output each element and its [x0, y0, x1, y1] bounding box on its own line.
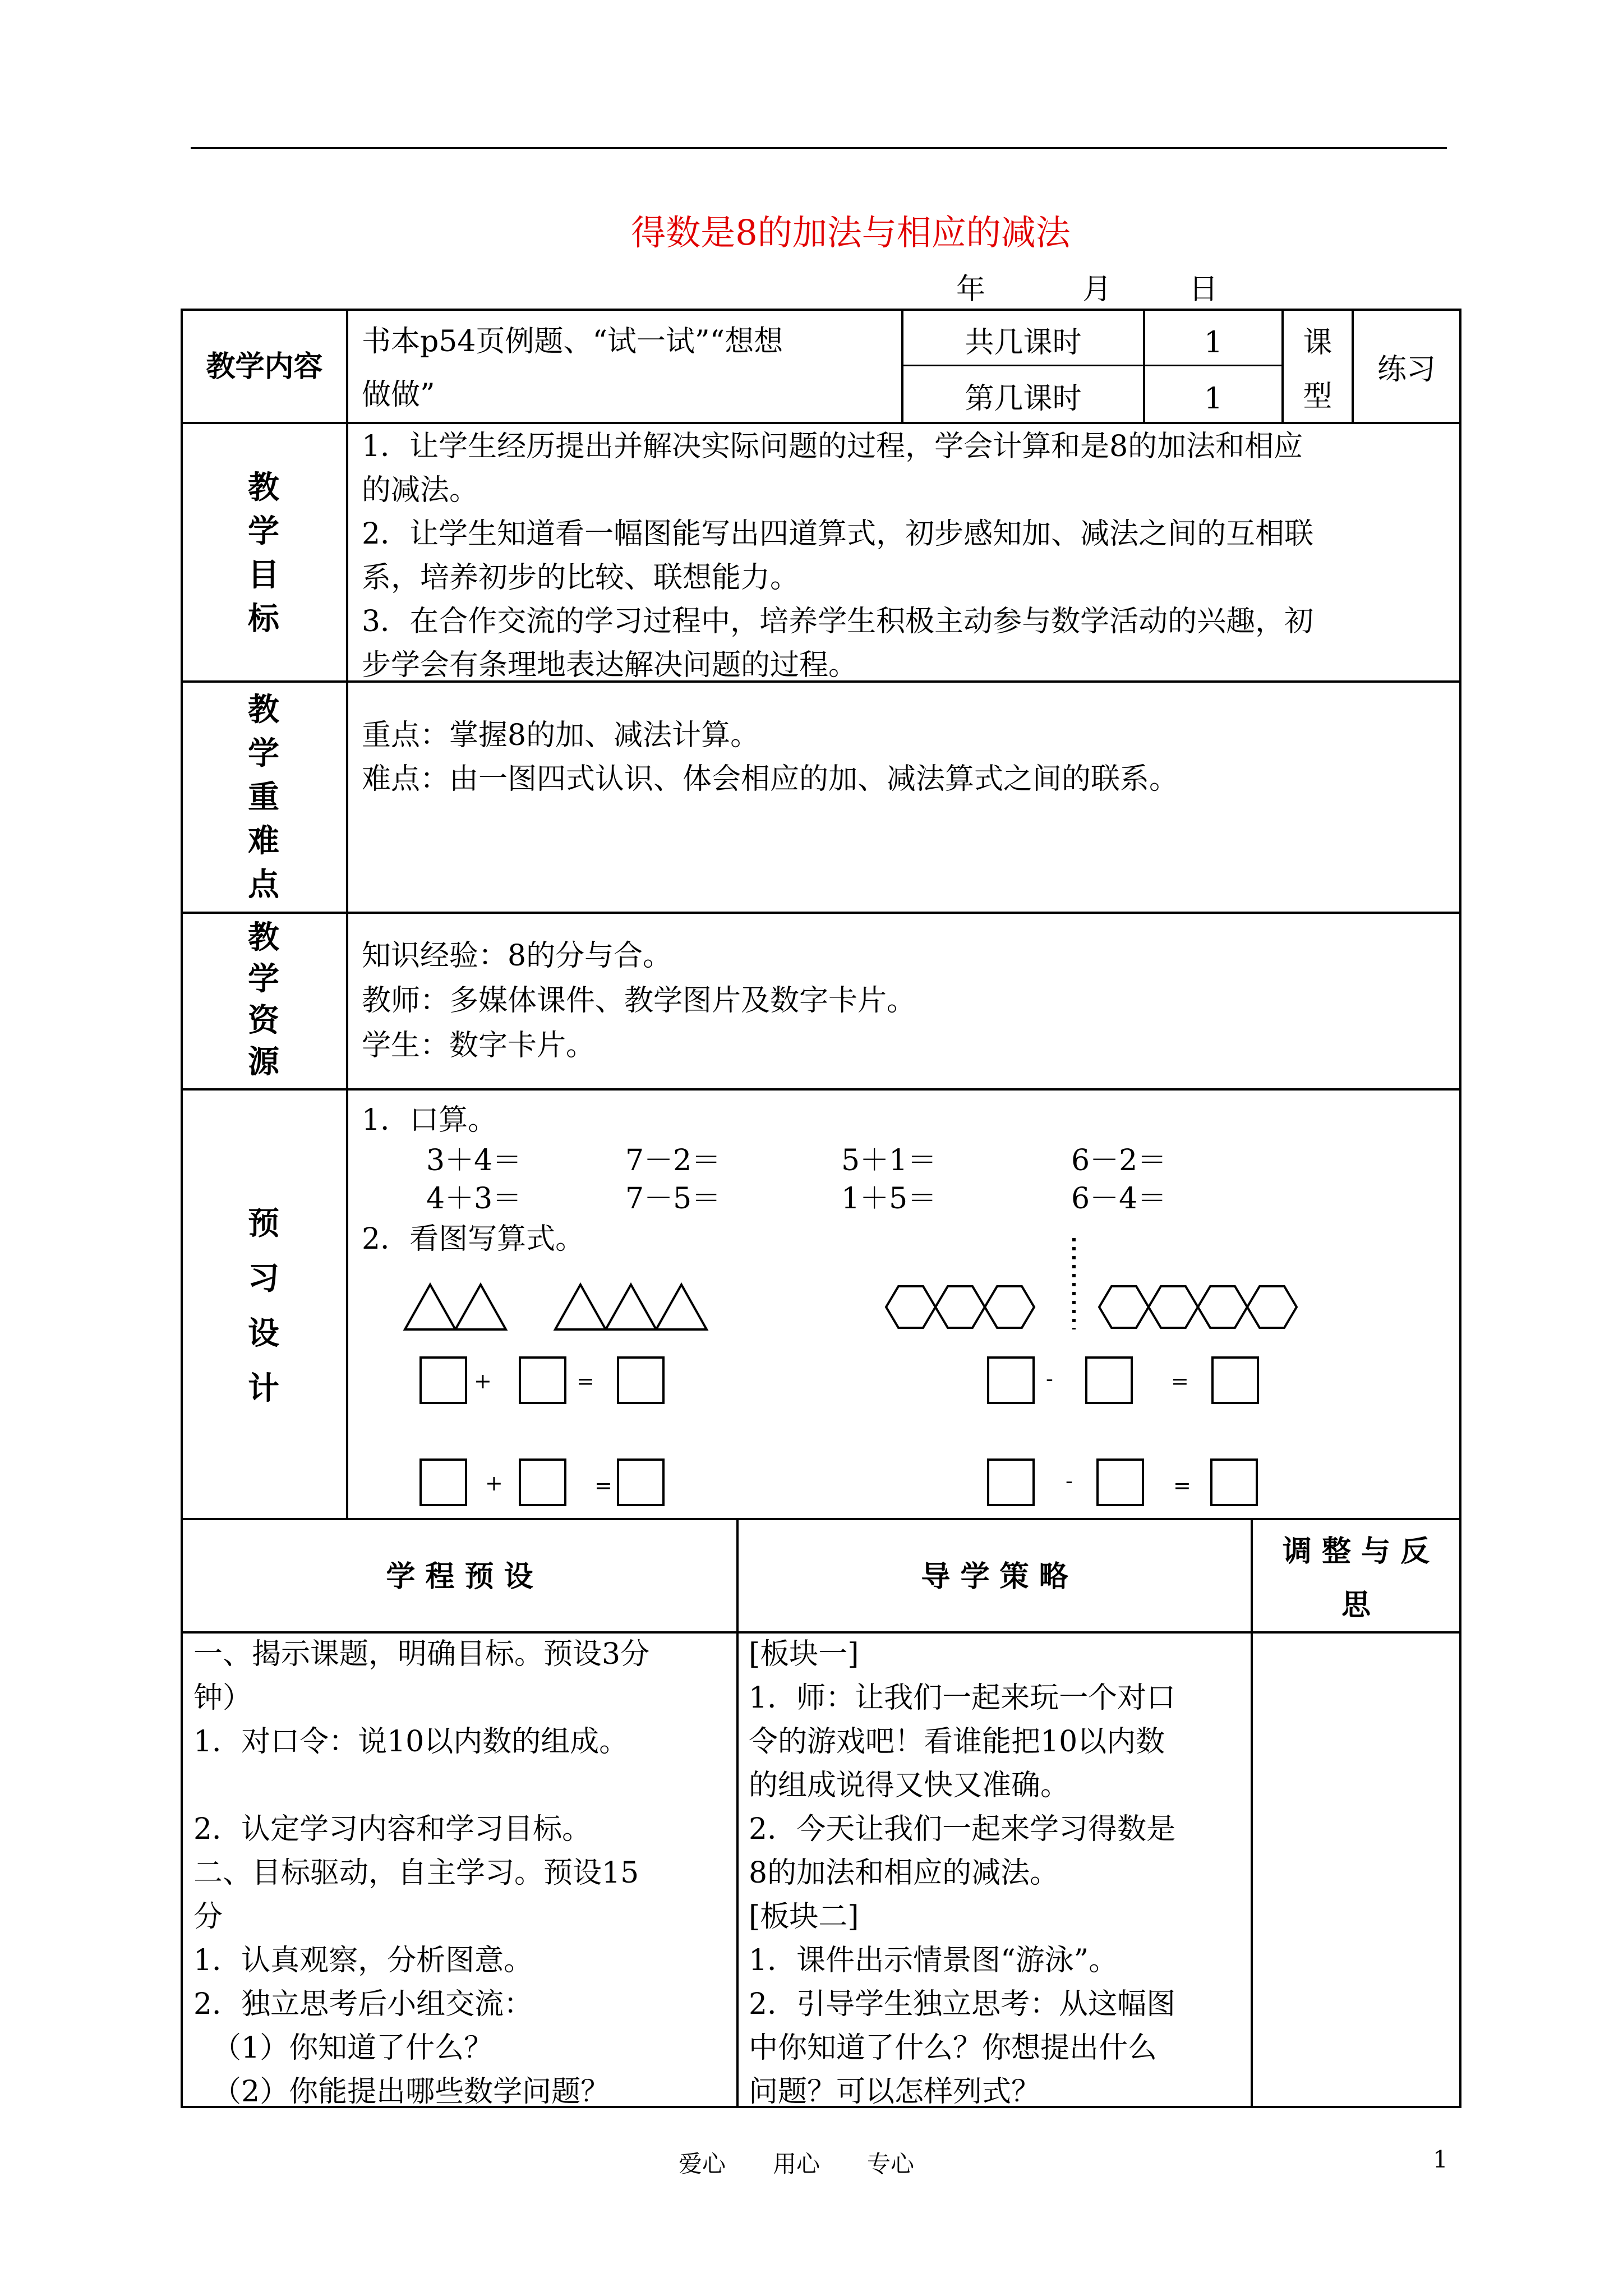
hexagon-shape [1198, 1286, 1247, 1328]
answer-box[interactable] [419, 1458, 467, 1506]
teaching-content-line2: 做做” [362, 378, 435, 412]
hexagon-shape [1149, 1286, 1198, 1328]
answer-box[interactable] [617, 1458, 665, 1506]
answer-box[interactable] [1085, 1356, 1133, 1404]
page-title: 得数是8的加法与相应的减法 [631, 212, 1071, 253]
adjust-header-line1: 调 整 与 反 [1282, 1534, 1430, 1568]
answer-box[interactable] [419, 1356, 467, 1404]
hexagon-shape [1247, 1286, 1297, 1328]
total-periods-label: 共几课时 [965, 326, 1082, 360]
answer-box[interactable] [519, 1356, 566, 1404]
answer-box[interactable] [987, 1458, 1035, 1506]
teaching-content-line1: 书本p54页例题、“试一试”“想想 [362, 325, 783, 358]
lesson-type-label-1: 课 [1303, 326, 1332, 360]
lesson-type-value: 练习 [1377, 353, 1436, 386]
date-month: 月 [1082, 273, 1112, 306]
answer-box[interactable] [519, 1458, 566, 1506]
triangle-shape [455, 1285, 506, 1329]
triangle-shape [405, 1285, 455, 1329]
mental-math-heading: 1．口算。 [362, 1103, 497, 1137]
lesson-type-label-2: 型 [1303, 380, 1332, 413]
triangle-shape [606, 1285, 656, 1329]
process-header: 学 程 预 设 [386, 1559, 533, 1594]
footer-motto: 爱心 用心 专心 [679, 2150, 915, 2178]
nth-period-label: 第几课时 [965, 382, 1082, 416]
answer-box[interactable] [1096, 1458, 1144, 1506]
date-day: 日 [1189, 273, 1219, 306]
teaching-content-label: 教学内容 [206, 349, 323, 384]
hexagon-shape [886, 1286, 935, 1328]
header-rule [191, 147, 1447, 149]
answer-box[interactable] [1210, 1458, 1258, 1506]
hexagon-shape [985, 1286, 1034, 1328]
triangle-shape [656, 1285, 707, 1329]
triangles-picture [393, 1273, 718, 1335]
strategy-header: 导 学 策 略 [921, 1559, 1068, 1594]
answer-box[interactable] [617, 1356, 665, 1404]
answer-box[interactable] [987, 1356, 1035, 1404]
adjust-header-line2: 思 [1341, 1588, 1371, 1622]
date-year: 年 [956, 273, 986, 306]
picture-equation-heading: 2．看图写算式。 [362, 1222, 585, 1256]
hexagon-shape [935, 1286, 985, 1328]
answer-box[interactable] [1211, 1356, 1259, 1404]
triangle-shape [555, 1285, 606, 1329]
page-number: 1 [1433, 2146, 1448, 2173]
hexagons-picture [869, 1231, 1312, 1338]
hexagon-shape [1099, 1286, 1149, 1328]
nth-period-value: 1 [1204, 382, 1223, 416]
total-periods-value: 1 [1204, 326, 1223, 360]
